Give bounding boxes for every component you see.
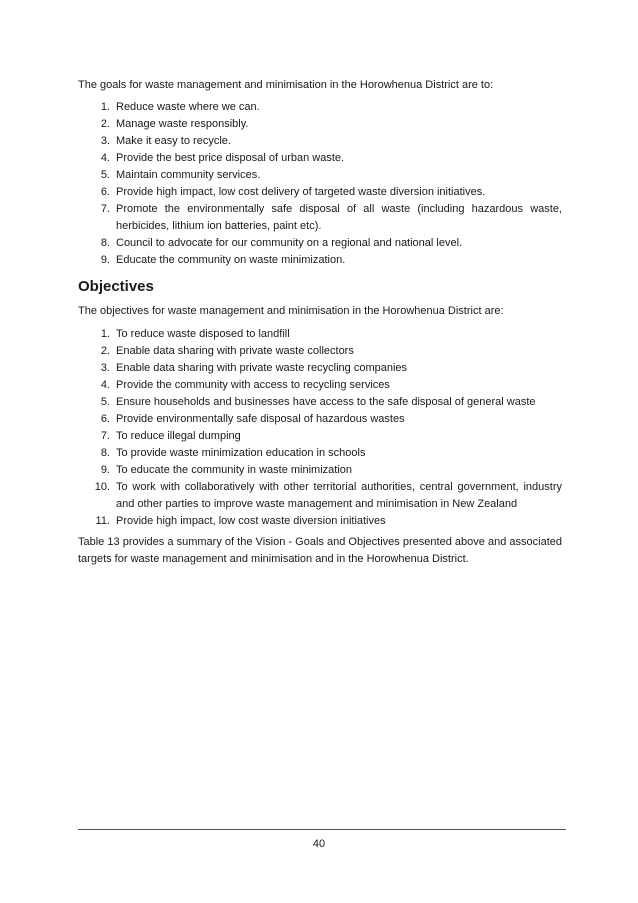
list-item	[78, 326, 562, 343]
list-number: 5.	[100, 169, 110, 181]
list-item	[78, 133, 562, 150]
list-item	[78, 479, 562, 513]
list-text: Provide the best price disposal of urban waste.	[116, 152, 345, 164]
objectives-heading: Objectives	[78, 278, 154, 295]
list-text: Enable data sharing with private waste collectors	[116, 345, 354, 357]
objectives-list	[78, 326, 562, 530]
list-text: Provide environmentally safe disposal of hazardous wastes	[116, 413, 405, 425]
list-text: Maintain community services.	[116, 169, 261, 181]
list-item	[78, 513, 562, 530]
list-number: 11.	[95, 515, 110, 527]
list-text: To educate the community in waste minimization	[116, 464, 352, 476]
footer-divider	[78, 829, 566, 830]
goals-intro: The goals for waste management and minimisation in the Horowhenua District are to:	[78, 79, 494, 91]
list-number: 2.	[100, 118, 110, 130]
list-number: 8.	[100, 237, 110, 249]
list-number: 4.	[100, 152, 110, 164]
list-text: Promote the environmentally safe disposal of all waste (including hazardous waste, herbicides, lithium ion batteries, paint etc).	[116, 203, 562, 232]
goals-list	[78, 99, 562, 269]
list-item	[78, 445, 562, 462]
list-item	[78, 343, 562, 360]
list-number: 2.	[100, 345, 110, 357]
list-number: 1.	[100, 328, 110, 340]
list-item	[78, 235, 562, 252]
list-item	[78, 377, 562, 394]
list-text: Enable data sharing with private waste recycling companies	[116, 362, 408, 374]
list-number: 9.	[100, 254, 110, 266]
list-item	[78, 116, 562, 133]
summary-paragraph: Table 13 provides a summary of the Vision - Goals and Objectives presented above and associated targets for waste management and minimisation and in the Horowhenua District.	[78, 536, 562, 565]
list-text: To work with collaboratively with other territorial authorities, central government, industry and other parties to improve waste management and minimisation in New Zealand	[116, 481, 562, 510]
list-number: 7.	[100, 430, 110, 442]
list-text: To reduce illegal dumping	[116, 430, 241, 442]
list-item	[78, 428, 562, 445]
list-item	[78, 167, 562, 184]
list-item	[78, 394, 562, 411]
list-number: 10.	[94, 481, 110, 493]
list-item	[78, 360, 562, 377]
list-item	[78, 184, 562, 201]
list-text: Manage waste responsibly.	[116, 118, 249, 130]
list-item	[78, 411, 562, 428]
list-text: Provide high impact, low cost delivery of targeted waste diversion initiatives.	[116, 186, 486, 198]
list-number: 3.	[100, 135, 110, 147]
list-text: Reduce waste where we can.	[116, 101, 260, 113]
objectives-intro: The objectives for waste management and minimisation in the Horowhenua District are:	[78, 305, 504, 317]
list-item	[78, 99, 562, 116]
page-number: 40	[312, 838, 326, 850]
list-text: Provide high impact, low cost waste diversion initiatives	[116, 515, 386, 527]
list-number: 9.	[100, 464, 110, 476]
list-text: Educate the community on waste minimization.	[116, 254, 346, 266]
page-content	[78, 77, 562, 568]
list-item	[78, 462, 562, 479]
list-text: To reduce waste disposed to landfill	[116, 328, 290, 340]
list-number: 5.	[100, 396, 110, 408]
list-text: Make it easy to recycle.	[116, 135, 231, 147]
list-text: Provide the community with access to recycling services	[116, 379, 390, 391]
list-item	[78, 150, 562, 167]
list-number: 6.	[100, 413, 110, 425]
list-number: 8.	[100, 447, 110, 459]
list-text: Council to advocate for our community on a regional and national level.	[116, 237, 463, 249]
list-text: Ensure households and businesses have access to the safe disposal of general waste	[116, 396, 536, 408]
list-number: 1.	[100, 101, 110, 113]
list-text: To provide waste minimization education in schools	[116, 447, 366, 459]
list-number: 4.	[100, 379, 110, 391]
list-item	[78, 201, 562, 235]
list-number: 6.	[100, 186, 110, 198]
list-item	[78, 252, 562, 269]
list-number: 3.	[100, 362, 110, 374]
list-number: 7.	[100, 203, 110, 215]
